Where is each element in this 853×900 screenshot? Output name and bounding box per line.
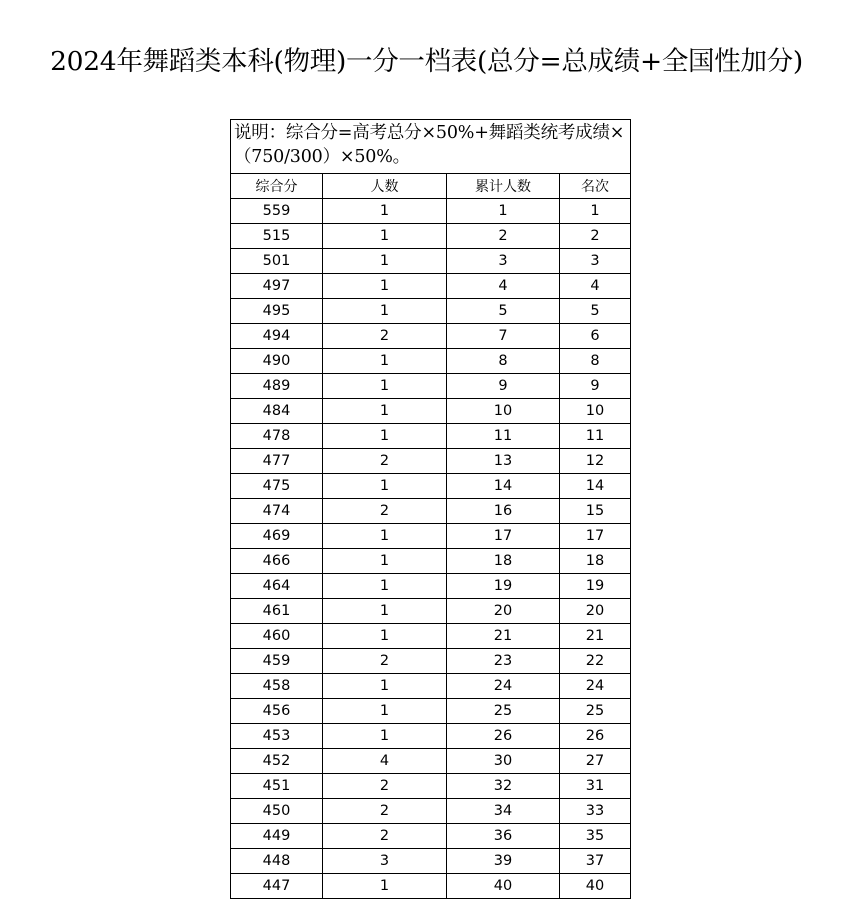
cell-cumulative-count: 5 <box>447 299 560 324</box>
table-row <box>231 474 631 499</box>
cell-composite-score: 458 <box>231 674 323 699</box>
cell-cumulative-count: 21 <box>447 624 560 649</box>
cell-count: 1 <box>323 524 447 549</box>
cell-count: 2 <box>323 799 447 824</box>
cell-cumulative-count: 32 <box>447 774 560 799</box>
cell-cumulative-count: 7 <box>447 324 560 349</box>
cell-cumulative-count: 18 <box>447 549 560 574</box>
cell-composite-score: 495 <box>231 299 323 324</box>
table-row <box>231 574 631 599</box>
cell-cumulative-count: 14 <box>447 474 560 499</box>
cell-rank: 5 <box>560 299 631 324</box>
cell-cumulative-count: 30 <box>447 749 560 774</box>
note-row <box>231 120 631 174</box>
cell-composite-score: 451 <box>231 774 323 799</box>
cell-count: 2 <box>323 649 447 674</box>
cell-count: 2 <box>323 499 447 524</box>
cell-cumulative-count: 2 <box>447 224 560 249</box>
cell-rank: 22 <box>560 649 631 674</box>
cell-cumulative-count: 10 <box>447 399 560 424</box>
cell-cumulative-count: 1 <box>447 199 560 224</box>
cell-rank: 40 <box>560 874 631 899</box>
table-row <box>231 324 631 349</box>
cell-cumulative-count: 23 <box>447 649 560 674</box>
table-row <box>231 774 631 799</box>
cell-rank: 2 <box>560 224 631 249</box>
cell-count: 2 <box>323 824 447 849</box>
cell-cumulative-count: 19 <box>447 574 560 599</box>
cell-rank: 20 <box>560 599 631 624</box>
cell-rank: 21 <box>560 624 631 649</box>
cell-composite-score: 459 <box>231 649 323 674</box>
cell-composite-score: 494 <box>231 324 323 349</box>
cell-rank: 35 <box>560 824 631 849</box>
cell-composite-score: 475 <box>231 474 323 499</box>
cell-count: 1 <box>323 549 447 574</box>
cell-composite-score: 461 <box>231 599 323 624</box>
cell-count: 3 <box>323 849 447 874</box>
cell-composite-score: 474 <box>231 499 323 524</box>
table-row <box>231 399 631 424</box>
table-row <box>231 799 631 824</box>
table-row <box>231 599 631 624</box>
cell-cumulative-count: 3 <box>447 249 560 274</box>
cell-rank: 37 <box>560 849 631 874</box>
cell-rank: 1 <box>560 199 631 224</box>
cell-rank: 4 <box>560 274 631 299</box>
cell-composite-score: 490 <box>231 349 323 374</box>
cell-rank: 11 <box>560 424 631 449</box>
cell-count: 1 <box>323 699 447 724</box>
cell-composite-score: 469 <box>231 524 323 549</box>
cell-rank: 31 <box>560 774 631 799</box>
table-row <box>231 424 631 449</box>
cell-composite-score: 497 <box>231 274 323 299</box>
cell-count: 1 <box>323 724 447 749</box>
table-row <box>231 699 631 724</box>
cell-rank: 18 <box>560 549 631 574</box>
table-row <box>231 299 631 324</box>
cell-rank: 25 <box>560 699 631 724</box>
cell-composite-score: 464 <box>231 574 323 599</box>
cell-count: 1 <box>323 574 447 599</box>
table-row <box>231 674 631 699</box>
cell-cumulative-count: 20 <box>447 599 560 624</box>
table-row <box>231 749 631 774</box>
cell-cumulative-count: 9 <box>447 374 560 399</box>
cell-composite-score: 448 <box>231 849 323 874</box>
cell-count: 2 <box>323 774 447 799</box>
table-row <box>231 374 631 399</box>
table-row <box>231 199 631 224</box>
cell-cumulative-count: 13 <box>447 449 560 474</box>
cell-count: 2 <box>323 324 447 349</box>
table-row <box>231 849 631 874</box>
table-row <box>231 349 631 374</box>
cell-count: 1 <box>323 249 447 274</box>
table-row <box>231 549 631 574</box>
cell-count: 1 <box>323 374 447 399</box>
header-composite-score: 综合分 <box>231 174 323 199</box>
cell-count: 1 <box>323 599 447 624</box>
cell-cumulative-count: 25 <box>447 699 560 724</box>
table-row <box>231 524 631 549</box>
page-title: 2024年舞蹈类本科(物理)一分一档表(总分=总成绩+全国性加分) <box>50 46 803 77</box>
cell-composite-score: 447 <box>231 874 323 899</box>
cell-composite-score: 489 <box>231 374 323 399</box>
table-row <box>231 649 631 674</box>
cell-count: 1 <box>323 624 447 649</box>
cell-composite-score: 456 <box>231 699 323 724</box>
score-distribution-table <box>230 119 631 899</box>
cell-rank: 14 <box>560 474 631 499</box>
cell-cumulative-count: 40 <box>447 874 560 899</box>
cell-count: 4 <box>323 749 447 774</box>
cell-count: 1 <box>323 399 447 424</box>
cell-composite-score: 478 <box>231 424 323 449</box>
table-row <box>231 274 631 299</box>
cell-count: 1 <box>323 424 447 449</box>
cell-cumulative-count: 26 <box>447 724 560 749</box>
cell-composite-score: 460 <box>231 624 323 649</box>
cell-cumulative-count: 8 <box>447 349 560 374</box>
header-rank: 名次 <box>560 174 631 199</box>
cell-composite-score: 477 <box>231 449 323 474</box>
table-body <box>231 120 631 899</box>
cell-cumulative-count: 34 <box>447 799 560 824</box>
header-cumulative-count: 累计人数 <box>447 174 560 199</box>
cell-count: 2 <box>323 449 447 474</box>
table-row <box>231 249 631 274</box>
cell-count: 1 <box>323 224 447 249</box>
cell-composite-score: 484 <box>231 399 323 424</box>
cell-rank: 10 <box>560 399 631 424</box>
cell-rank: 12 <box>560 449 631 474</box>
cell-cumulative-count: 39 <box>447 849 560 874</box>
cell-rank: 9 <box>560 374 631 399</box>
cell-rank: 27 <box>560 749 631 774</box>
cell-composite-score: 453 <box>231 724 323 749</box>
cell-count: 1 <box>323 874 447 899</box>
table-row <box>231 499 631 524</box>
cell-rank: 33 <box>560 799 631 824</box>
cell-rank: 3 <box>560 249 631 274</box>
cell-count: 1 <box>323 274 447 299</box>
cell-composite-score: 452 <box>231 749 323 774</box>
table-row <box>231 724 631 749</box>
table-row <box>231 624 631 649</box>
cell-rank: 19 <box>560 574 631 599</box>
cell-rank: 15 <box>560 499 631 524</box>
header-count: 人数 <box>323 174 447 199</box>
cell-count: 1 <box>323 474 447 499</box>
cell-composite-score: 501 <box>231 249 323 274</box>
table-row <box>231 824 631 849</box>
cell-count: 1 <box>323 299 447 324</box>
table-note: 说明：综合分=高考总分×50%+舞蹈类统考成绩×（750/300）×50%。 <box>231 120 631 174</box>
cell-cumulative-count: 16 <box>447 499 560 524</box>
cell-cumulative-count: 36 <box>447 824 560 849</box>
cell-composite-score: 515 <box>231 224 323 249</box>
table-row <box>231 224 631 249</box>
table-row <box>231 449 631 474</box>
cell-count: 1 <box>323 349 447 374</box>
cell-rank: 24 <box>560 674 631 699</box>
cell-count: 1 <box>323 199 447 224</box>
cell-composite-score: 450 <box>231 799 323 824</box>
cell-rank: 8 <box>560 349 631 374</box>
header-row <box>231 174 631 199</box>
cell-rank: 17 <box>560 524 631 549</box>
cell-composite-score: 559 <box>231 199 323 224</box>
cell-composite-score: 466 <box>231 549 323 574</box>
cell-cumulative-count: 4 <box>447 274 560 299</box>
cell-cumulative-count: 17 <box>447 524 560 549</box>
cell-composite-score: 449 <box>231 824 323 849</box>
cell-cumulative-count: 24 <box>447 674 560 699</box>
cell-count: 1 <box>323 674 447 699</box>
cell-cumulative-count: 11 <box>447 424 560 449</box>
cell-rank: 6 <box>560 324 631 349</box>
table-row <box>231 874 631 899</box>
cell-rank: 26 <box>560 724 631 749</box>
